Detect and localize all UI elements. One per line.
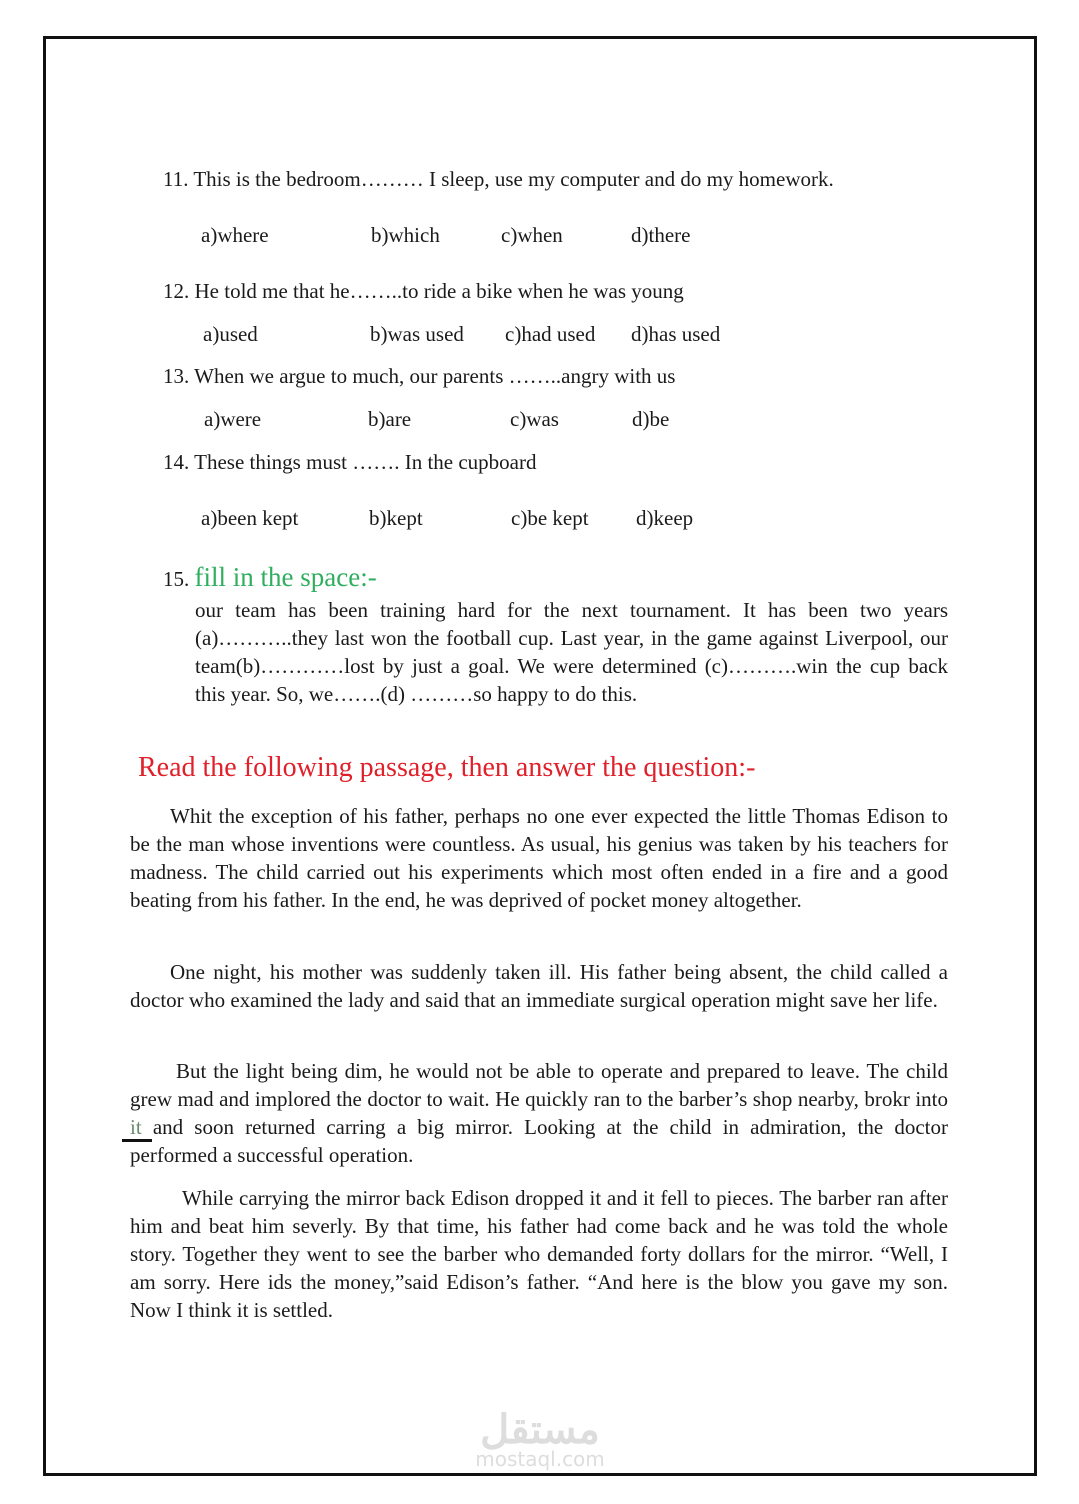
question-15-heading (163, 564, 377, 592)
underlined-it (130, 1115, 142, 1139)
it-word: it (130, 1115, 142, 1139)
option-c: c)when (501, 223, 563, 247)
option-b: b)which (371, 223, 440, 247)
option-d: d)has used (631, 322, 721, 346)
question-13: 13. When we argue to much, our parents ……..angry with us (163, 364, 676, 388)
question-12: 12. He told me that he……..to ride a bike when he was young (163, 279, 684, 303)
question-11: 11. This is the bedroom……… I sleep, use my computer and do my homework. (163, 167, 834, 191)
option-c: c)was (510, 407, 559, 431)
watermark-arabic: مستقل (480, 1407, 600, 1452)
option-b: b)kept (369, 506, 423, 530)
option-a: a)used (203, 322, 258, 346)
reading-heading: Read the following passage, then answer the question:- (138, 752, 756, 783)
option-a: a)been kept (201, 506, 299, 530)
paragraph-3-start: But the light being dim, he would not be able to operate and prepared to leave. The child grew mad and implored the doctor to wait. He quickly ran to the barber’s shop nearby, brokr into (130, 1059, 948, 1111)
option-a: a)where (201, 223, 269, 247)
passage-paragraph-4: While carrying the mirror back Edison dropped it and it fell to pieces. The barber ran after him and beat him severly. By that time, his father had come back and he was told the whole story. Together they went to see the barber who demanded forty dollars for the mirror. “Well, I am sorry. Here ids the money,”said Edison’s father. “And here is the blow you gave my son. Now I think it is settled. (130, 1186, 948, 1322)
question-15-title: fill in the space:- (194, 562, 377, 592)
option-d: d)there (631, 223, 691, 247)
fill-in-passage: our team has been training hard for the next tournament. It has been two years (a)………..they last won the football cup. Last year, in the game against Liverpool, our team(b)…………lost by just a goal. We were determined (c)……….win the cup back this year. So, we…….(d) ………so happy to do this. (195, 598, 948, 706)
watermark-latin: mostaql.com (475, 1447, 605, 1471)
paragraph-3-end: and soon returned carring a big mirror. Looking at the child in admiration, the doctor performed a successful operation. (130, 1115, 948, 1167)
option-a: a)were (204, 407, 262, 431)
option-d: d)be (632, 407, 670, 431)
option-c: c)be kept (511, 506, 589, 530)
mostaql-watermark (470, 1407, 610, 1471)
question-number: 15. (163, 567, 190, 591)
option-b: b)was used (370, 322, 464, 346)
underline (122, 1139, 152, 1142)
passage-paragraph-1: Whit the exception of his father, perhaps no one ever expected the little Thomas Edison to be the man whose inventions were countless. As usual, his genius was taken by his teachers for madness. The child carried out his experiments which most often ended in a fire and a good beating from his father. In the end, he was deprived of pocket money altogether. (130, 804, 948, 912)
option-b: b)are (368, 407, 412, 431)
option-c: c)had used (505, 322, 596, 346)
option-d: d)keep (636, 506, 694, 530)
passage-paragraph-2: One night, his mother was suddenly taken ill. His father being absent, the child called a doctor who examined the lady and said that an immediate surgical operation might save her life. (130, 960, 948, 1012)
passage-paragraph-3 (130, 1057, 948, 1169)
question-14: 14. These things must ……. In the cupboard (163, 450, 537, 474)
